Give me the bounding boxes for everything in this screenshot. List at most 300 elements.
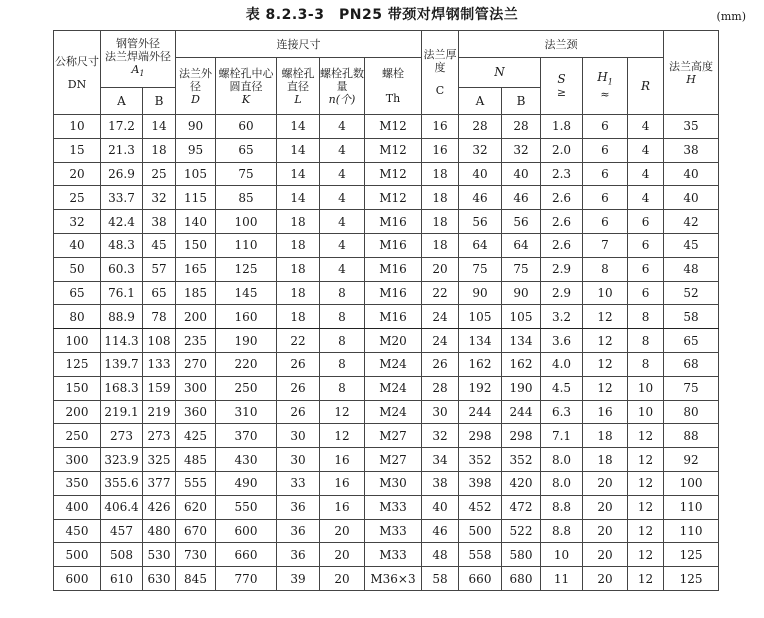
table-cell: 75 bbox=[216, 162, 277, 186]
table-cell: 88.9 bbox=[101, 305, 143, 329]
table-cell: 11 bbox=[541, 567, 583, 591]
header-pipe-od-label: 钢管外径 bbox=[116, 37, 160, 51]
table-cell: 12 bbox=[628, 519, 664, 543]
table-row bbox=[54, 376, 719, 400]
table-cell: 4 bbox=[628, 138, 664, 162]
table-cell: 450 bbox=[54, 519, 101, 543]
table-cell: 18 bbox=[277, 281, 320, 305]
table-cell: 250 bbox=[54, 424, 101, 448]
table-cell: 250 bbox=[216, 376, 277, 400]
table-cell: 220 bbox=[216, 352, 277, 376]
table-cell: 28 bbox=[459, 115, 502, 139]
table-cell: 500 bbox=[54, 543, 101, 567]
table-cell: 12 bbox=[320, 400, 365, 424]
header-pipe-od-symbol: $A_1$ bbox=[131, 63, 145, 79]
table-cell: 18 bbox=[277, 210, 320, 234]
table-cell: 298 bbox=[502, 424, 541, 448]
table-row bbox=[54, 115, 719, 139]
table-row bbox=[54, 543, 719, 567]
header-bolt-circle-symbol: K bbox=[241, 92, 251, 106]
table-cell: 80 bbox=[664, 400, 719, 424]
table-cell: 145 bbox=[216, 281, 277, 305]
table-cell: 8 bbox=[628, 352, 664, 376]
table-cell: 125 bbox=[216, 257, 277, 281]
header-thickness-symbol: C bbox=[435, 84, 445, 97]
table-cell: 4 bbox=[320, 210, 365, 234]
table-cell: 6 bbox=[628, 257, 664, 281]
header-height-symbol: H bbox=[686, 72, 696, 86]
table-cell: M27 bbox=[365, 424, 422, 448]
table-cell: 12 bbox=[583, 329, 628, 353]
table-cell: 34 bbox=[422, 448, 459, 472]
table-cell: 18 bbox=[277, 257, 320, 281]
table-cell: 56 bbox=[459, 210, 502, 234]
table-cell: 105 bbox=[176, 162, 216, 186]
table-cell: 12 bbox=[628, 567, 664, 591]
table-cell: 270 bbox=[176, 352, 216, 376]
table-cell: 39 bbox=[277, 567, 320, 591]
table-cell: M33 bbox=[365, 519, 422, 543]
table-cell: 457 bbox=[101, 519, 143, 543]
header-bolt-label: 螺栓 bbox=[382, 67, 404, 80]
table-cell: 150 bbox=[54, 376, 101, 400]
table-row bbox=[54, 233, 719, 257]
table-cell: 7.1 bbox=[541, 424, 583, 448]
table-cell: 115 bbox=[176, 186, 216, 210]
table-cell: M24 bbox=[365, 400, 422, 424]
table-cell: 18 bbox=[143, 138, 176, 162]
table-cell: 2.0 bbox=[541, 138, 583, 162]
table-cell: 18 bbox=[422, 186, 459, 210]
header-bolt-count-label: 螺栓孔数量 bbox=[320, 66, 364, 93]
table-row bbox=[54, 138, 719, 162]
table-cell: 18 bbox=[277, 305, 320, 329]
table-cell: M24 bbox=[365, 376, 422, 400]
table-cell: 10 bbox=[583, 281, 628, 305]
table-cell: 4 bbox=[320, 233, 365, 257]
table-cell: 65 bbox=[664, 329, 719, 353]
table-cell: 133 bbox=[143, 352, 176, 376]
table-cell: 28 bbox=[422, 376, 459, 400]
table-cell: 10 bbox=[628, 400, 664, 424]
table-cell: 680 bbox=[502, 567, 541, 591]
table-cell: M20 bbox=[365, 329, 422, 353]
table-cell: M16 bbox=[365, 305, 422, 329]
table-cell: 2.9 bbox=[541, 257, 583, 281]
table-cell: 8 bbox=[320, 376, 365, 400]
table-cell: 426 bbox=[143, 495, 176, 519]
table-cell: 8 bbox=[320, 352, 365, 376]
table-cell: 8 bbox=[320, 281, 365, 305]
table-cell: 40 bbox=[664, 186, 719, 210]
header-neck-s-symbol: S bbox=[557, 72, 566, 86]
table-cell: 8 bbox=[628, 329, 664, 353]
table-cell: 42 bbox=[664, 210, 719, 234]
table-cell: 30 bbox=[277, 424, 320, 448]
table-cell: 660 bbox=[216, 543, 277, 567]
table-cell: 16 bbox=[320, 448, 365, 472]
table-cell: 244 bbox=[459, 400, 502, 424]
table-cell: 323.9 bbox=[101, 448, 143, 472]
table-cell: 32 bbox=[54, 210, 101, 234]
table-cell: 12 bbox=[628, 495, 664, 519]
table-cell: 20 bbox=[54, 162, 101, 186]
table-cell: 26.9 bbox=[101, 162, 143, 186]
table-cell: 508 bbox=[101, 543, 143, 567]
table-row bbox=[54, 210, 719, 234]
table-cell: M33 bbox=[365, 543, 422, 567]
header-neck-a: A bbox=[459, 88, 502, 115]
table-cell: 2.6 bbox=[541, 210, 583, 234]
table-cell: 298 bbox=[459, 424, 502, 448]
table-cell: 18 bbox=[422, 233, 459, 257]
header-neck-h1-symbol: $H_1$ bbox=[597, 69, 613, 87]
table-cell: M12 bbox=[365, 138, 422, 162]
table-cell: 76.1 bbox=[101, 281, 143, 305]
table-cell: 139.7 bbox=[101, 352, 143, 376]
header-height-label: 法兰高度 bbox=[669, 59, 714, 73]
table-cell: 6 bbox=[583, 138, 628, 162]
table-cell: 105 bbox=[459, 305, 502, 329]
table-cell: 730 bbox=[176, 543, 216, 567]
table-cell: 48 bbox=[422, 543, 459, 567]
table-cell: 64 bbox=[502, 233, 541, 257]
table-cell: 420 bbox=[502, 471, 541, 495]
table-row bbox=[54, 257, 719, 281]
unit-label: (mm) bbox=[716, 10, 746, 23]
table-cell: 620 bbox=[176, 495, 216, 519]
header-flange-od-label: 法兰外径 bbox=[179, 66, 212, 93]
table-cell: 12 bbox=[583, 376, 628, 400]
table-cell: 12 bbox=[583, 352, 628, 376]
table-cell: 36 bbox=[277, 519, 320, 543]
table-cell: 108 bbox=[143, 329, 176, 353]
table-cell: 24 bbox=[422, 329, 459, 353]
header-neck-n: N bbox=[459, 58, 541, 88]
table-cell: 134 bbox=[459, 329, 502, 353]
table-cell: 33.7 bbox=[101, 186, 143, 210]
table-cell: 350 bbox=[54, 471, 101, 495]
table-cell: 90 bbox=[502, 281, 541, 305]
table-cell: 48.3 bbox=[101, 233, 143, 257]
table-cell: 377 bbox=[143, 471, 176, 495]
table-cell: 160 bbox=[216, 305, 277, 329]
table-cell: 485 bbox=[176, 448, 216, 472]
table-cell: 6 bbox=[583, 115, 628, 139]
table-cell: 550 bbox=[216, 495, 277, 519]
table-cell: 219.1 bbox=[101, 400, 143, 424]
table-cell: 452 bbox=[459, 495, 502, 519]
table-cell: 300 bbox=[54, 448, 101, 472]
table-cell: 48 bbox=[664, 257, 719, 281]
table-cell: 150 bbox=[176, 233, 216, 257]
table-cell: 4 bbox=[628, 186, 664, 210]
table-row bbox=[54, 400, 719, 424]
table-cell: 125 bbox=[54, 352, 101, 376]
table-cell: 360 bbox=[176, 400, 216, 424]
table-cell: 65 bbox=[143, 281, 176, 305]
table-cell: 352 bbox=[502, 448, 541, 472]
table-cell: 26 bbox=[277, 352, 320, 376]
table-cell: 68 bbox=[664, 352, 719, 376]
table-cell: 10 bbox=[541, 543, 583, 567]
table-cell: 26 bbox=[422, 352, 459, 376]
table-cell: 6 bbox=[628, 281, 664, 305]
table-cell: 4 bbox=[628, 162, 664, 186]
table-cell: 60 bbox=[216, 115, 277, 139]
table-cell: 32 bbox=[143, 186, 176, 210]
table-row bbox=[54, 281, 719, 305]
table-cell: M30 bbox=[365, 471, 422, 495]
table-cell: 20 bbox=[583, 567, 628, 591]
table-row bbox=[54, 162, 719, 186]
table-cell: 75 bbox=[459, 257, 502, 281]
table-cell: 15 bbox=[54, 138, 101, 162]
header-thickness bbox=[422, 31, 459, 115]
table-cell: 20 bbox=[422, 257, 459, 281]
table-cell: 26 bbox=[277, 376, 320, 400]
table-cell: 4.5 bbox=[541, 376, 583, 400]
table-cell: 425 bbox=[176, 424, 216, 448]
header-dn-label: 公称尺寸 bbox=[55, 54, 99, 68]
table-cell: 522 bbox=[502, 519, 541, 543]
header-connection: 连接尺寸 bbox=[176, 31, 422, 58]
table-cell: M16 bbox=[365, 281, 422, 305]
table-cell: 14 bbox=[277, 138, 320, 162]
table-cell: 75 bbox=[502, 257, 541, 281]
header-flange-od-symbol: D bbox=[191, 92, 200, 106]
table-cell: 26 bbox=[277, 400, 320, 424]
table-cell: 32 bbox=[422, 424, 459, 448]
header-dn-symbol: DN bbox=[67, 77, 87, 91]
table-cell: 600 bbox=[54, 567, 101, 591]
header-pipe-a: A bbox=[101, 88, 143, 115]
header-neck-h1-approx: ≈ bbox=[600, 88, 610, 102]
table-cell: 45 bbox=[664, 233, 719, 257]
table-cell: 14 bbox=[277, 115, 320, 139]
header-pipe-b: B bbox=[143, 88, 176, 115]
table-cell: 22 bbox=[422, 281, 459, 305]
header-bolt-symbol: Th bbox=[385, 92, 401, 105]
table-cell: 610 bbox=[101, 567, 143, 591]
table-cell: 65 bbox=[216, 138, 277, 162]
table-cell: M36×3 bbox=[365, 567, 422, 591]
table-cell: 4 bbox=[320, 162, 365, 186]
table-cell: 58 bbox=[664, 305, 719, 329]
table-cell: 670 bbox=[176, 519, 216, 543]
table-cell: 110 bbox=[216, 233, 277, 257]
table-cell: 35 bbox=[664, 115, 719, 139]
table-cell: 140 bbox=[176, 210, 216, 234]
table-cell: 90 bbox=[459, 281, 502, 305]
table-cell: 480 bbox=[143, 519, 176, 543]
table-cell: 406.4 bbox=[101, 495, 143, 519]
table-cell: 20 bbox=[320, 519, 365, 543]
header-bolt-circle-label: 螺栓孔中心圆直径 bbox=[218, 66, 274, 93]
table-cell: 100 bbox=[216, 210, 277, 234]
table-cell: 6 bbox=[628, 210, 664, 234]
table-cell: 2.3 bbox=[541, 162, 583, 186]
table-cell: 20 bbox=[320, 543, 365, 567]
table-cell: 33 bbox=[277, 471, 320, 495]
table-cell: M12 bbox=[365, 162, 422, 186]
header-bolt bbox=[365, 58, 422, 115]
table-cell: 8.0 bbox=[541, 448, 583, 472]
table-cell: 18 bbox=[422, 162, 459, 186]
table-cell: 20 bbox=[583, 519, 628, 543]
table-cell: 4 bbox=[320, 257, 365, 281]
table-row bbox=[54, 186, 719, 210]
table-cell: 490 bbox=[216, 471, 277, 495]
table-cell: 46 bbox=[459, 186, 502, 210]
table-cell: 110 bbox=[664, 519, 719, 543]
table-cell: 6.3 bbox=[541, 400, 583, 424]
header-bolt-count-symbol: n(个) bbox=[328, 92, 356, 106]
table-cell: 42.4 bbox=[101, 210, 143, 234]
table-cell: 7 bbox=[583, 233, 628, 257]
table-cell: 4 bbox=[628, 115, 664, 139]
table-cell: 845 bbox=[176, 567, 216, 591]
table-cell: 57 bbox=[143, 257, 176, 281]
table-cell: 32 bbox=[459, 138, 502, 162]
table-cell: M16 bbox=[365, 257, 422, 281]
table-cell: 40 bbox=[664, 162, 719, 186]
table-cell: 65 bbox=[54, 281, 101, 305]
table-cell: 40 bbox=[422, 495, 459, 519]
table-cell: 100 bbox=[664, 471, 719, 495]
table-cell: 12 bbox=[628, 471, 664, 495]
table-cell: 12 bbox=[320, 424, 365, 448]
table-cell: 630 bbox=[143, 567, 176, 591]
table-cell: 555 bbox=[176, 471, 216, 495]
table-cell: 355.6 bbox=[101, 471, 143, 495]
table-cell: 16 bbox=[422, 138, 459, 162]
table-cell: 30 bbox=[277, 448, 320, 472]
table-cell: 14 bbox=[277, 186, 320, 210]
header-neck-b: B bbox=[502, 88, 541, 115]
table-cell: 18 bbox=[277, 233, 320, 257]
table-cell: 12 bbox=[628, 424, 664, 448]
table-row bbox=[54, 352, 719, 376]
table-cell: 38 bbox=[664, 138, 719, 162]
table-cell: 12 bbox=[583, 305, 628, 329]
table-cell: 88 bbox=[664, 424, 719, 448]
header-bolt-circle bbox=[216, 58, 277, 115]
table-cell: 165 bbox=[176, 257, 216, 281]
table-cell: 50 bbox=[54, 257, 101, 281]
header-pipe-od bbox=[101, 31, 176, 88]
table-cell: 28 bbox=[502, 115, 541, 139]
table-cell: 64 bbox=[459, 233, 502, 257]
table-cell: 6 bbox=[628, 233, 664, 257]
table-cell: 8 bbox=[628, 305, 664, 329]
table-cell: 16 bbox=[320, 495, 365, 519]
table-cell: 6 bbox=[583, 162, 628, 186]
header-flange-od bbox=[176, 58, 216, 115]
flange-table bbox=[53, 30, 719, 591]
table-cell: 46 bbox=[422, 519, 459, 543]
table-cell: 75 bbox=[664, 376, 719, 400]
table-cell: 95 bbox=[176, 138, 216, 162]
table-cell: 12 bbox=[628, 543, 664, 567]
table-cell: 16 bbox=[583, 400, 628, 424]
table-cell: 38 bbox=[143, 210, 176, 234]
table-cell: 40 bbox=[502, 162, 541, 186]
header-bolt-hole bbox=[277, 58, 320, 115]
table-cell: 219 bbox=[143, 400, 176, 424]
table-cell: 16 bbox=[422, 115, 459, 139]
table-cell: 30 bbox=[422, 400, 459, 424]
table-cell: 20 bbox=[583, 495, 628, 519]
table-cell: 90 bbox=[176, 115, 216, 139]
table-cell: 8.0 bbox=[541, 471, 583, 495]
header-neck-s bbox=[541, 58, 583, 115]
table-cell: M16 bbox=[365, 233, 422, 257]
table-cell: 162 bbox=[502, 352, 541, 376]
table-row bbox=[54, 471, 719, 495]
table-cell: 310 bbox=[216, 400, 277, 424]
table-cell: 12 bbox=[628, 448, 664, 472]
table-cell: 8 bbox=[320, 329, 365, 353]
table-cell: 500 bbox=[459, 519, 502, 543]
table-cell: 40 bbox=[459, 162, 502, 186]
table-cell: 273 bbox=[101, 424, 143, 448]
header-bolt-count bbox=[320, 58, 365, 115]
table-cell: 8.8 bbox=[541, 495, 583, 519]
table-cell: 114.3 bbox=[101, 329, 143, 353]
table-cell: 45 bbox=[143, 233, 176, 257]
table-cell: 8 bbox=[320, 305, 365, 329]
table-cell: 3.2 bbox=[541, 305, 583, 329]
table-cell: 325 bbox=[143, 448, 176, 472]
table-cell: 235 bbox=[176, 329, 216, 353]
table-cell: 770 bbox=[216, 567, 277, 591]
table-cell: 125 bbox=[664, 567, 719, 591]
table-cell: 52 bbox=[664, 281, 719, 305]
table-cell: 3.6 bbox=[541, 329, 583, 353]
table-cell: 100 bbox=[54, 329, 101, 353]
header-thickness-label: 法兰厚度 bbox=[423, 48, 457, 74]
table-cell: M12 bbox=[365, 186, 422, 210]
table-cell: 558 bbox=[459, 543, 502, 567]
table-cell: 4 bbox=[320, 186, 365, 210]
table-cell: 1.8 bbox=[541, 115, 583, 139]
table-cell: 2.6 bbox=[541, 186, 583, 210]
table-cell: 192 bbox=[459, 376, 502, 400]
table-cell: 200 bbox=[54, 400, 101, 424]
table-cell: 600 bbox=[216, 519, 277, 543]
table-cell: 110 bbox=[664, 495, 719, 519]
table-cell: 85 bbox=[216, 186, 277, 210]
table-row bbox=[54, 495, 719, 519]
table-cell: 58 bbox=[422, 567, 459, 591]
table-cell: 273 bbox=[143, 424, 176, 448]
table-body bbox=[54, 115, 719, 591]
header-neck: 法兰颈 bbox=[459, 31, 664, 58]
table-cell: 4 bbox=[320, 138, 365, 162]
table-cell: 18 bbox=[422, 210, 459, 234]
table-cell: 400 bbox=[54, 495, 101, 519]
table-cell: M33 bbox=[365, 495, 422, 519]
table-cell: 134 bbox=[502, 329, 541, 353]
table-cell: 162 bbox=[459, 352, 502, 376]
table-cell: 530 bbox=[143, 543, 176, 567]
table-cell: 80 bbox=[54, 305, 101, 329]
table-cell: 352 bbox=[459, 448, 502, 472]
table-cell: 580 bbox=[502, 543, 541, 567]
table-cell: 22 bbox=[277, 329, 320, 353]
table-cell: 78 bbox=[143, 305, 176, 329]
